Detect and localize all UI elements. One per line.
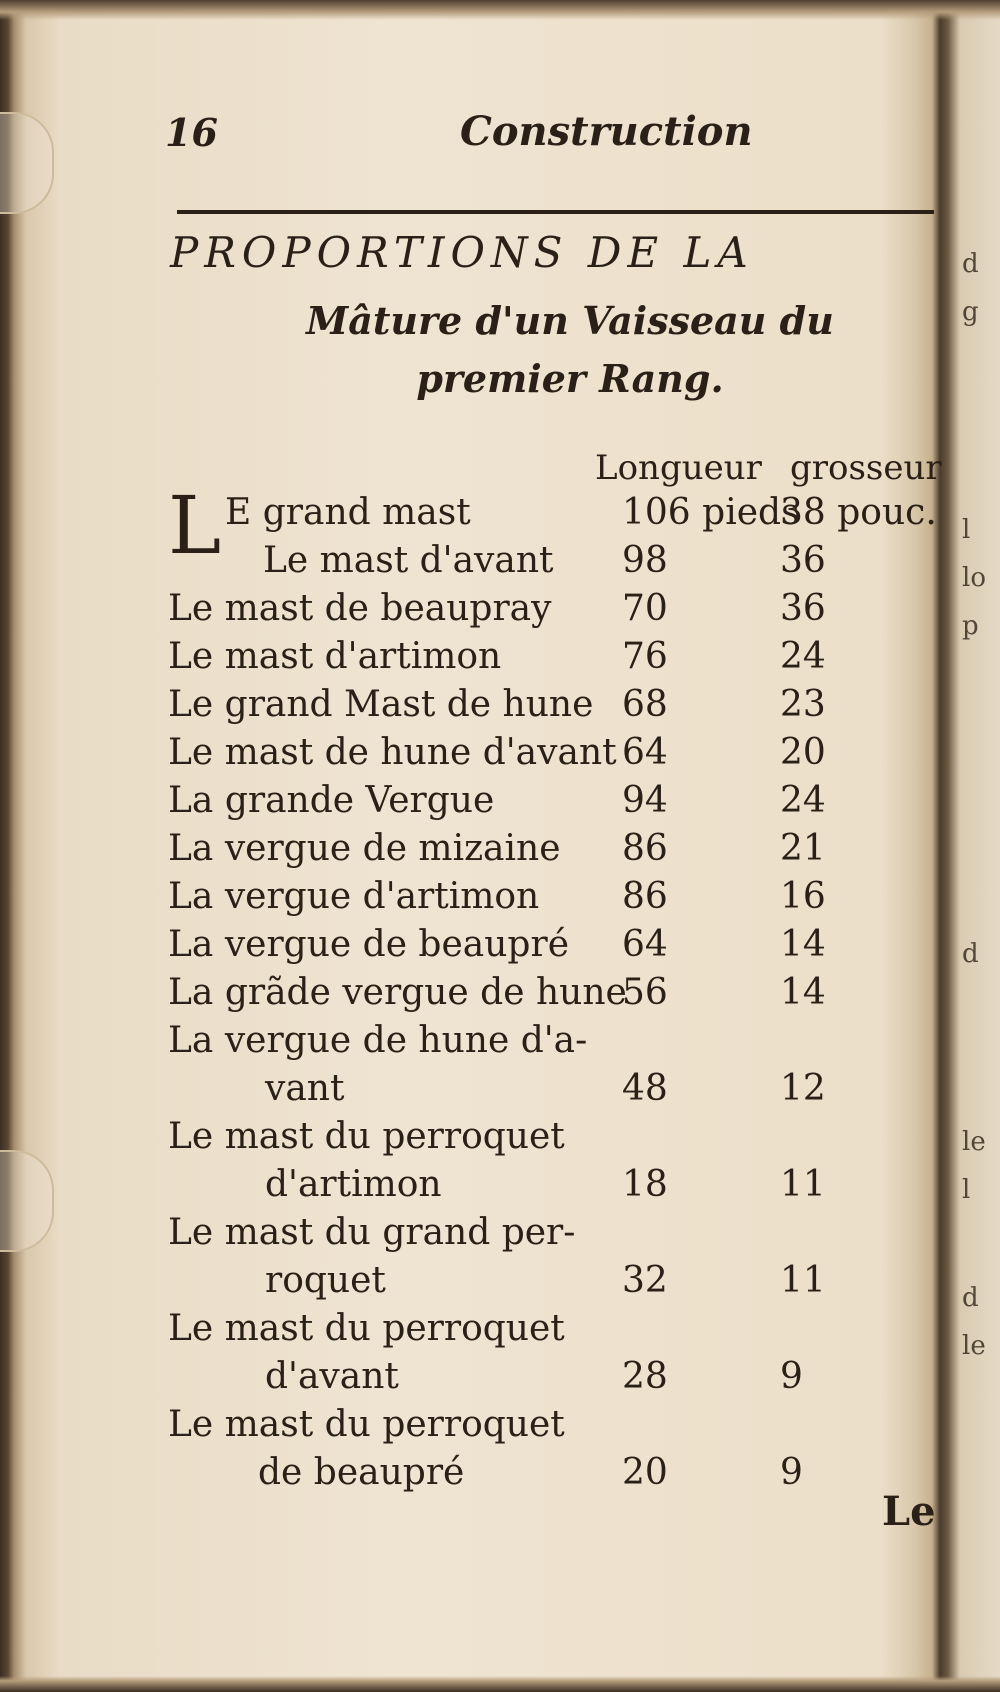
bleed-fragment: g xyxy=(962,297,979,327)
bleed-fragment: d xyxy=(962,939,979,969)
row-length: 76 xyxy=(622,636,668,677)
column-header-length: Longueur xyxy=(595,448,762,488)
page-number: 16 xyxy=(165,110,218,155)
drop-cap: L xyxy=(168,479,222,572)
row-thickness: 20 xyxy=(780,732,826,773)
subtitle-line-1: Mâture d'un Vaisseau du xyxy=(306,298,834,343)
row-name: La vergue de mizaine xyxy=(168,828,561,869)
bleed-fragment: p xyxy=(962,611,979,641)
catchword: Le xyxy=(882,1488,936,1535)
table-row xyxy=(40,828,940,876)
bleed-fragment: d xyxy=(962,249,979,279)
row-length: 86 xyxy=(622,828,668,869)
table-row xyxy=(40,1260,940,1308)
row-thickness: 16 xyxy=(780,876,826,917)
row-length: 98 xyxy=(622,540,668,581)
running-head: Construction xyxy=(460,108,753,155)
row-length: 20 xyxy=(622,1452,668,1493)
row-name: vant xyxy=(265,1068,345,1109)
row-name: Le mast du perroquet xyxy=(168,1308,565,1349)
table-row xyxy=(40,684,940,732)
bleed-fragment: lo xyxy=(962,563,986,593)
row-length: 48 xyxy=(622,1068,668,1109)
table-row xyxy=(40,1116,940,1164)
table-row xyxy=(40,1068,940,1116)
row-length: 70 xyxy=(622,588,668,629)
table-row xyxy=(40,492,940,540)
row-thickness: 9 xyxy=(780,1452,803,1493)
table-row xyxy=(40,1164,940,1212)
row-name: Le mast du grand per- xyxy=(168,1212,576,1253)
table-row xyxy=(40,1020,940,1068)
table-row xyxy=(40,1452,940,1500)
row-name: E grand mast xyxy=(225,492,471,533)
row-name: Le mast d'artimon xyxy=(168,636,502,677)
table-row xyxy=(40,972,940,1020)
row-thickness: 21 xyxy=(780,828,826,869)
column-header-thickness: grosseur xyxy=(790,448,942,488)
row-thickness: 14 xyxy=(780,924,826,965)
table-row xyxy=(40,1308,940,1356)
row-name: Le mast d'avant xyxy=(263,540,554,581)
row-thickness: 12 xyxy=(780,1068,826,1109)
row-thickness: 36 xyxy=(780,540,826,581)
row-name: Le mast de beaupray xyxy=(168,588,552,629)
row-name: La vergue d'artimon xyxy=(168,876,540,917)
bleed-fragment: le xyxy=(962,1127,986,1157)
row-name: d'artimon xyxy=(265,1164,442,1205)
subtitle-line-2: premier Rang. xyxy=(416,356,724,401)
row-name: La vergue de hune d'a- xyxy=(168,1020,588,1061)
table-row xyxy=(40,1356,940,1404)
row-thickness: 11 xyxy=(780,1260,826,1301)
row-name: Le mast de hune d'avant xyxy=(168,732,617,773)
table-row xyxy=(40,1212,940,1260)
table-title: PROPORTIONS DE LA xyxy=(170,228,754,277)
row-thickness: 24 xyxy=(780,780,826,821)
bleed-fragment: le xyxy=(962,1331,986,1361)
row-name: roquet xyxy=(265,1260,386,1301)
row-length: 86 xyxy=(622,876,668,917)
row-length: 28 xyxy=(622,1356,668,1397)
row-length: 106 pieds xyxy=(622,492,800,533)
row-name: Le mast du perroquet xyxy=(168,1404,565,1445)
table-row xyxy=(40,1404,940,1452)
row-name: La grãde vergue de hune xyxy=(168,972,627,1013)
table-row xyxy=(40,540,940,588)
table-row xyxy=(40,780,940,828)
row-name: de beaupré xyxy=(258,1452,465,1493)
row-length: 68 xyxy=(622,684,668,725)
row-name: La vergue de beaupré xyxy=(168,924,569,965)
page-header xyxy=(40,100,940,160)
next-page-bleed xyxy=(962,240,1000,1370)
row-thickness: 14 xyxy=(780,972,826,1013)
bleed-fragment: l xyxy=(962,1175,971,1205)
row-name: La grande Vergue xyxy=(168,780,495,821)
header-rule xyxy=(177,210,934,214)
book-page xyxy=(40,0,940,1692)
row-name: Le mast du perroquet xyxy=(168,1116,565,1157)
table-row xyxy=(40,876,940,924)
table-row xyxy=(40,924,940,972)
row-thickness: 38 pouc. xyxy=(780,492,937,533)
row-length: 64 xyxy=(622,924,668,965)
row-thickness: 11 xyxy=(780,1164,826,1205)
bleed-fragment: d xyxy=(962,1283,979,1313)
table-row xyxy=(40,732,940,780)
table-subtitle xyxy=(180,292,960,408)
table-row xyxy=(40,636,940,684)
row-thickness: 23 xyxy=(780,684,826,725)
row-name: Le grand Mast de hune xyxy=(168,684,594,725)
row-thickness: 24 xyxy=(780,636,826,677)
row-thickness: 9 xyxy=(780,1356,803,1397)
bleed-fragment: l xyxy=(962,515,971,545)
row-length: 64 xyxy=(622,732,668,773)
row-length: 32 xyxy=(622,1260,668,1301)
row-length: 94 xyxy=(622,780,668,821)
row-name: d'avant xyxy=(265,1356,399,1397)
row-thickness: 36 xyxy=(780,588,826,629)
row-length: 18 xyxy=(622,1164,668,1205)
table-row xyxy=(40,588,940,636)
row-length: 56 xyxy=(622,972,668,1013)
